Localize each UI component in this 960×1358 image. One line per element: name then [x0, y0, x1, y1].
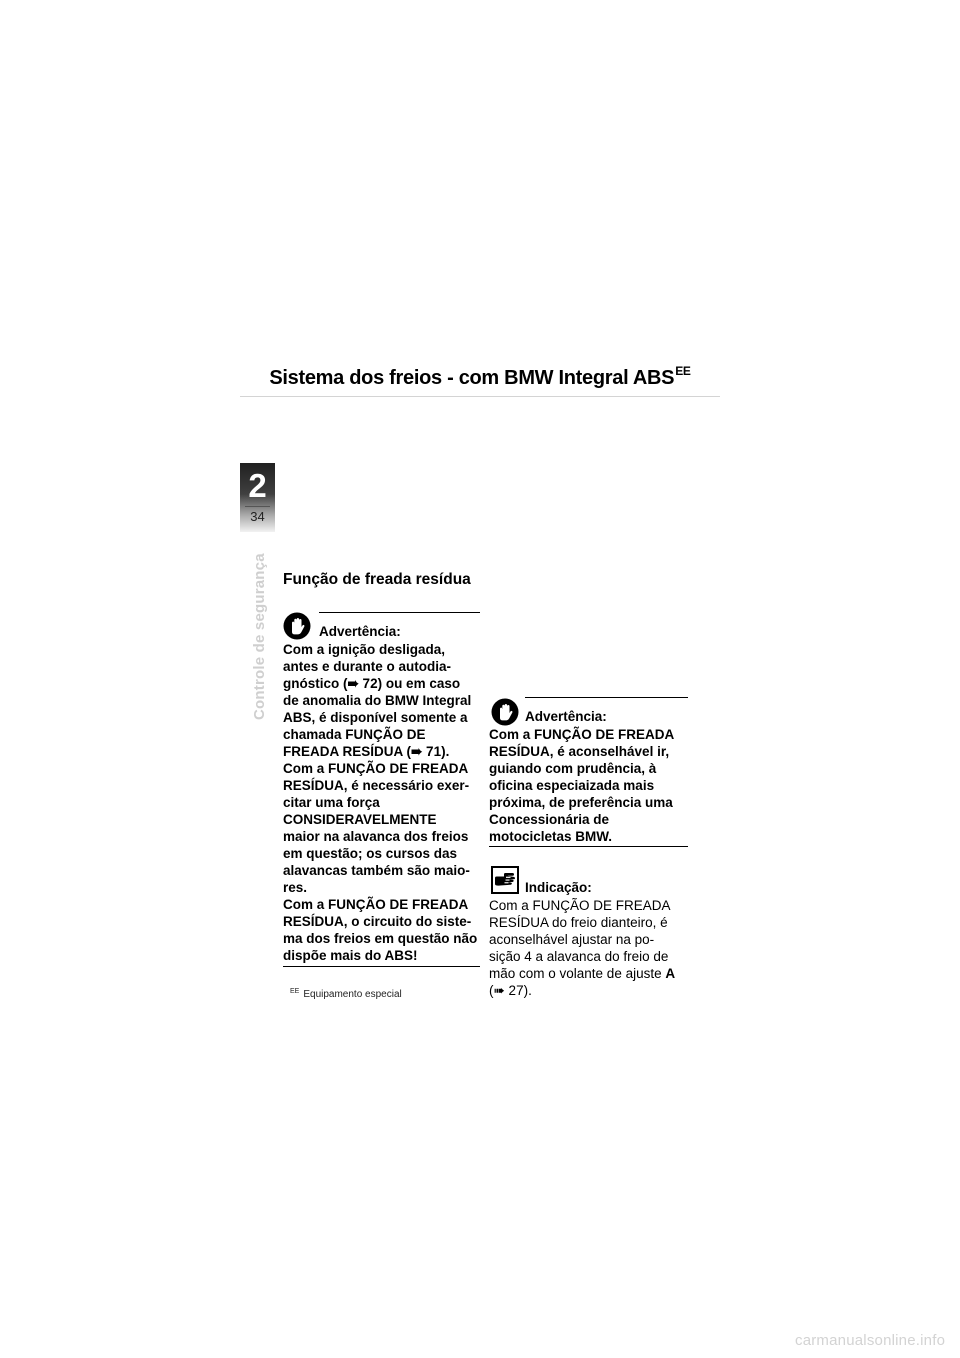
chapter-side-label: Controle de segurança	[251, 553, 268, 720]
section-heading: Função de freada resídua	[283, 571, 471, 588]
adjuster-label: A	[665, 966, 676, 981]
title-divider	[240, 396, 720, 397]
page-title	[240, 364, 720, 390]
chapter-number: 2	[248, 467, 267, 504]
note-hand-icon	[491, 866, 519, 894]
note-box	[489, 864, 688, 1014]
footnote-text: Equipamento especial	[303, 989, 402, 1000]
warning-top-rule	[525, 697, 688, 698]
warning-box-1	[283, 612, 480, 972]
chapter-divider	[245, 506, 270, 507]
warning-label: Advertência:	[525, 709, 607, 724]
warning-bottom-rule	[489, 846, 688, 847]
footnote	[290, 988, 402, 1000]
chapter-tab	[240, 463, 275, 532]
warning-text: Com a FUNÇÃO DE FREADA RESÍDUA, é aconselhável ir, guiando com prudência, à oficina especiaizada mais próxima, de preferência uma Concessionária de motocicletas BMW.	[489, 727, 675, 844]
warning-text: Com a ignição desligada, antes e durante o autodia- gnóstico (➠ 72) ou em caso de anomalia do BMW Integral ABS, é disponível somente a chamada FUNÇÃO DE FREADA RESÍDUA (➠ 71). Com a FUNÇÃO DE FREADA RESÍDUA, é necessário exer- citar uma força CONSIDERAVELMENTE maior na alavanca dos freios em questão; os cursos das alavancas também são maio- res. Com a FUNÇÃO DE FREADA RESÍDUA, o circuito do siste- ma dos freios em questão não dispõe mais do ABS!	[283, 642, 478, 963]
page-title-text: Sistema dos freios - com BMW Integral ABS	[269, 367, 675, 389]
warning-label: Advertência:	[319, 624, 401, 639]
watermark: carmanualsonline.info	[795, 1332, 946, 1349]
warning-hand-icon	[491, 698, 519, 726]
page-number: 34	[250, 509, 265, 524]
page-title-superscript: EE	[675, 364, 691, 378]
warning-hand-icon	[283, 612, 311, 640]
warning-top-rule	[319, 612, 480, 613]
note-label: Indicação:	[525, 880, 592, 895]
warning-box-2	[489, 697, 688, 857]
warning-bottom-rule	[283, 966, 480, 967]
note-text: Com a FUNÇÃO DE FREADA RESÍDUA do freio dianteiro, é aconselhável ajustar na po- sição 4 a alavanca do freio de mão com o volante de ajuste A (➠ 27).	[489, 898, 676, 998]
footnote-marker: EE	[290, 988, 300, 995]
